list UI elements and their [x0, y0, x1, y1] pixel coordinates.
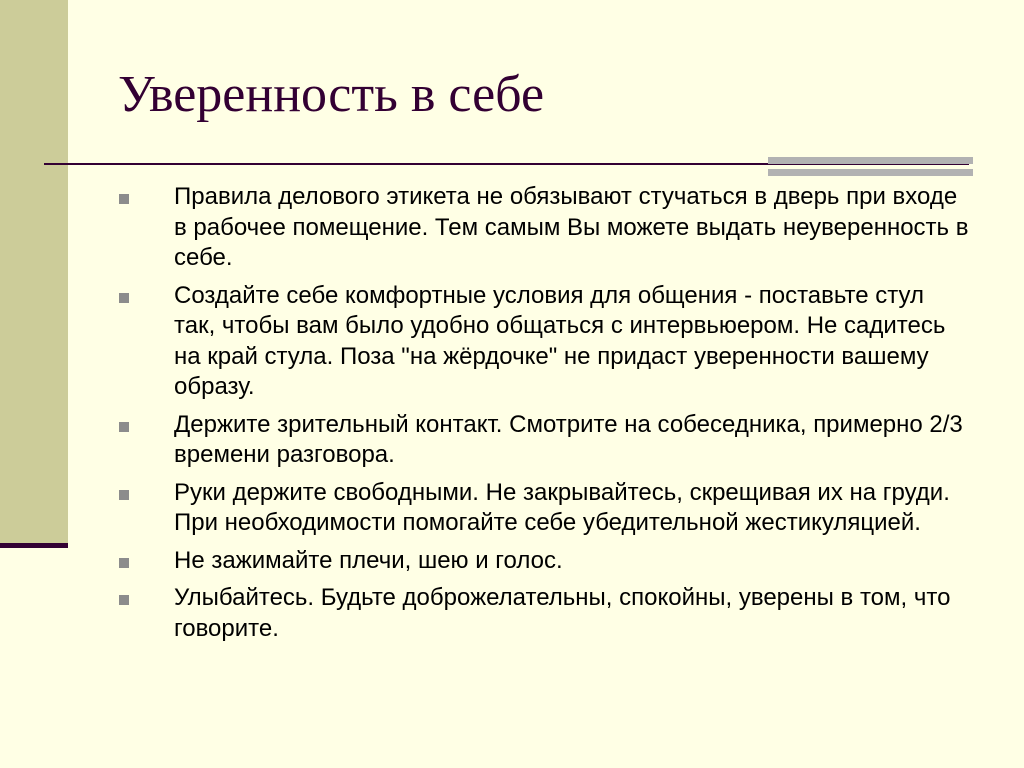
square-bullet-icon: [119, 558, 129, 568]
side-decoration-rule: [0, 543, 68, 548]
square-bullet-icon: [119, 490, 129, 500]
bullet-text: Руки держите свободными. Не закрывайтесь, скрещивая их на груди. При необходимости помогайте себе убедительной жестикуляцией.: [174, 478, 950, 536]
bullet-text: Не зажимайте плечи, шею и голос.: [174, 546, 563, 574]
accent-bar-top: [768, 157, 973, 164]
bullet-item: [110, 281, 970, 403]
accent-bar-bottom: [768, 169, 973, 176]
side-decoration-bar: [0, 0, 68, 543]
bullet-item: [110, 182, 970, 274]
bullet-text: Правила делового этикета не обязывают стучаться в дверь при входе в рабочее помещение. Тем самым Вы можете выдать неуверенность в себе.: [174, 183, 969, 271]
bullet-item: [110, 583, 970, 644]
bullet-item: [110, 410, 970, 471]
square-bullet-icon: [119, 194, 129, 204]
bullet-text: Держите зрительный контакт. Смотрите на собеседника, примерно 2/3 времени разговора.: [174, 410, 963, 468]
square-bullet-icon: [119, 422, 129, 432]
bullet-text: Создайте себе комфортные условия для общения - поставьте стул так, чтобы вам было удобно общаться с интервьюером. Не садитесь на край стула. Поза "на жёрдочке" не придаст уверенности вашему образу.: [174, 281, 946, 400]
bullet-text: Улыбайтесь. Будьте доброжелательны, спокойны, уверены в том, что говорите.: [174, 584, 951, 642]
square-bullet-icon: [119, 293, 129, 303]
bullet-item: [110, 546, 970, 577]
bullet-item: [110, 478, 970, 539]
square-bullet-icon: [119, 595, 129, 605]
bullet-list: [110, 182, 970, 651]
slide-title: Уверенность в себе: [118, 66, 545, 123]
